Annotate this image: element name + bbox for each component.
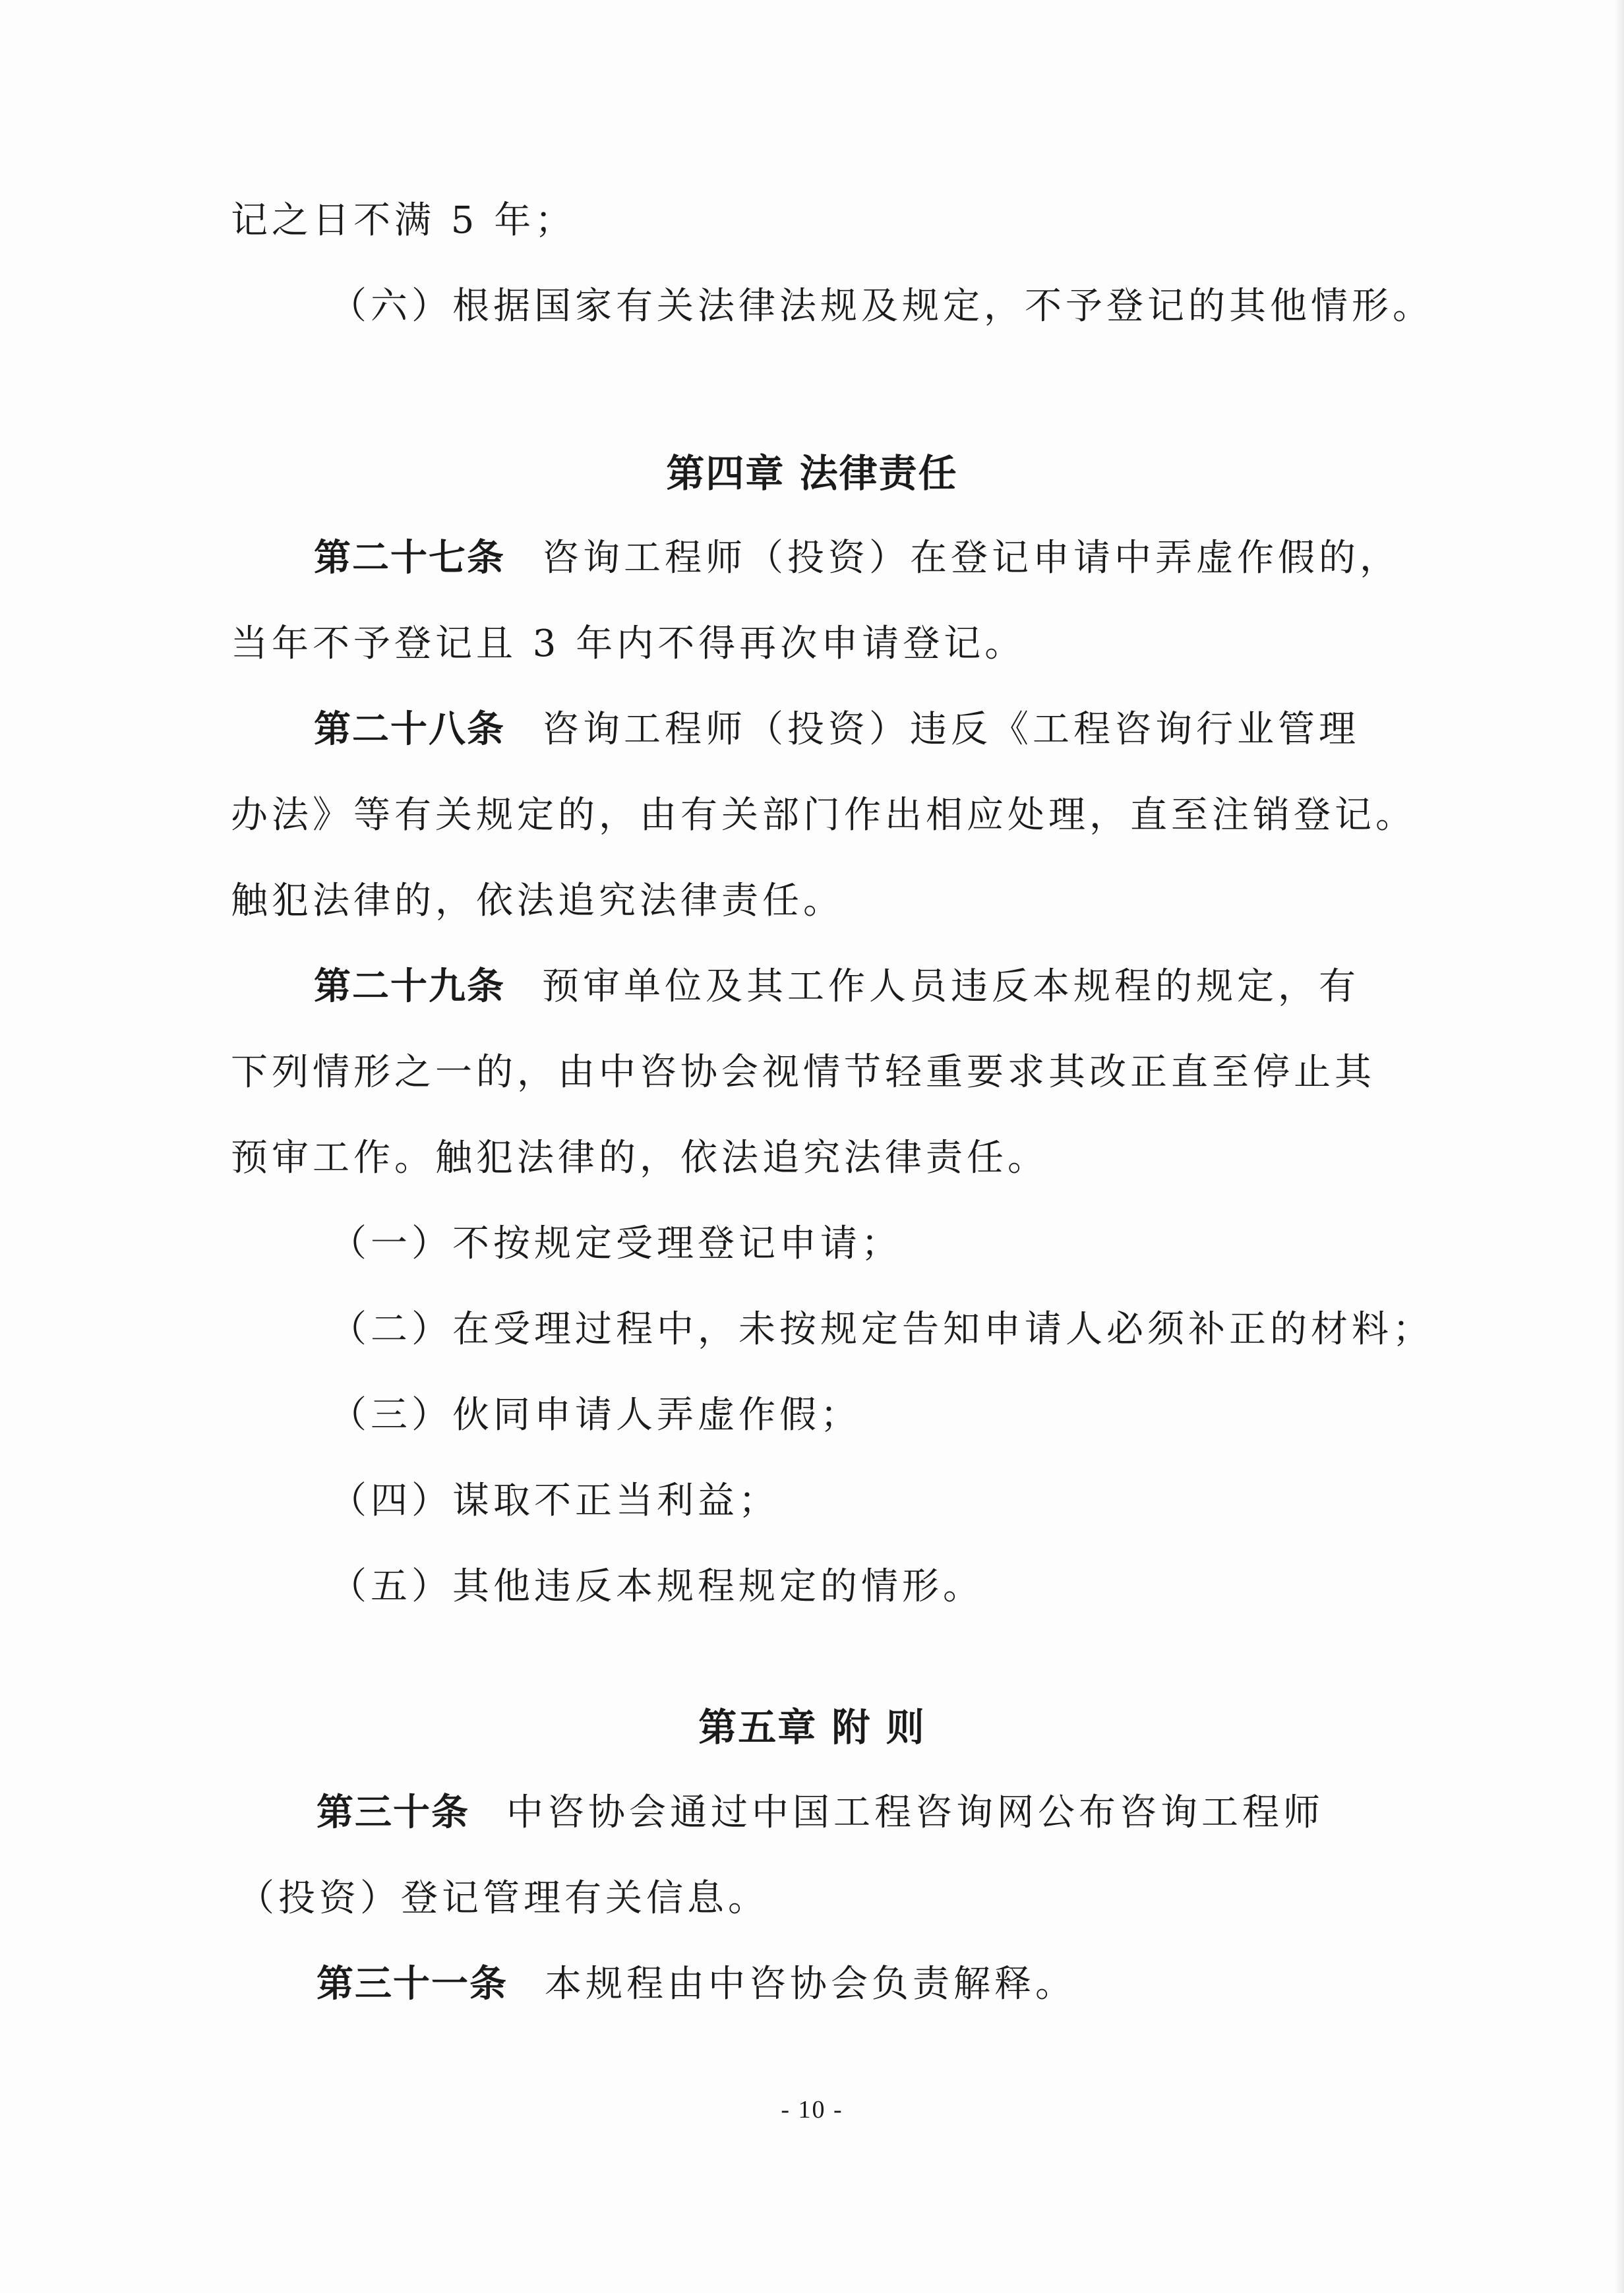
list-item: （二）在受理过程中，未按规定告知申请人必须补正的材料； — [330, 1308, 1433, 1351]
article-label: 第二十八条 — [314, 708, 505, 751]
article-29 — [314, 964, 1360, 1010]
article-text: 咨询工程师（投资）违反《工程咨询行业管理 — [542, 708, 1360, 751]
paragraph-line: 触犯法律的，依法追究法律责任。 — [231, 879, 844, 922]
list-item: （五）其他违反本规程规定的情形。 — [330, 1565, 984, 1608]
article-label: 第二十九条 — [314, 965, 505, 1008]
list-item: （一）不按规定受理登记申请； — [330, 1222, 902, 1265]
article-27 — [314, 535, 1400, 581]
paragraph-line: 当年不予登记且 3 年内不得再次申请登记。 — [231, 622, 1026, 665]
article-label: 第二十七条 — [314, 537, 505, 580]
chapter-heading: 第四章 法律责任 — [666, 451, 958, 496]
paragraph-line: 预审工作。触犯法律的，依法追究法律责任。 — [231, 1137, 1048, 1179]
article-text: 预审单位及其工作人员违反本规程的规定，有 — [542, 965, 1360, 1008]
article-text: 中咨协会通过中国工程咨询网公布咨询工程师 — [506, 1791, 1324, 1834]
article-31 — [316, 1961, 1076, 2008]
article-30 — [316, 1790, 1324, 1836]
page-edge-shadow — [1615, 0, 1624, 2293]
list-item: （三）伙同申请人弄虚作假； — [330, 1394, 861, 1437]
page-number: - 10 - — [781, 2096, 843, 2124]
paragraph-line: 记之日不满 5 年； — [231, 199, 576, 242]
article-28 — [314, 707, 1360, 753]
article-label: 第三十条 — [316, 1791, 469, 1834]
paragraph-line: （投资）登记管理有关信息。 — [237, 1877, 769, 1920]
article-text: 本规程由中咨协会负责解释。 — [545, 1963, 1076, 2006]
list-item: （四）谋取不正当利益； — [330, 1479, 779, 1522]
article-text: 咨询工程师（投资）在登记申请中弄虚作假的， — [542, 537, 1400, 580]
article-label: 第三十一条 — [316, 1963, 508, 2006]
paragraph-line: 办法》等有关规定的，由有关部门作出相应处理，直至注销登记。 — [231, 794, 1416, 837]
paragraph-line: 下列情形之一的，由中咨协会视情节轻重要求其改正直至停止其 — [231, 1051, 1375, 1094]
paragraph-line: （六）根据国家有关法律法规及规定，不予登记的其他情形。 — [330, 285, 1433, 328]
chapter-heading: 第五章 附 则 — [698, 1705, 926, 1750]
